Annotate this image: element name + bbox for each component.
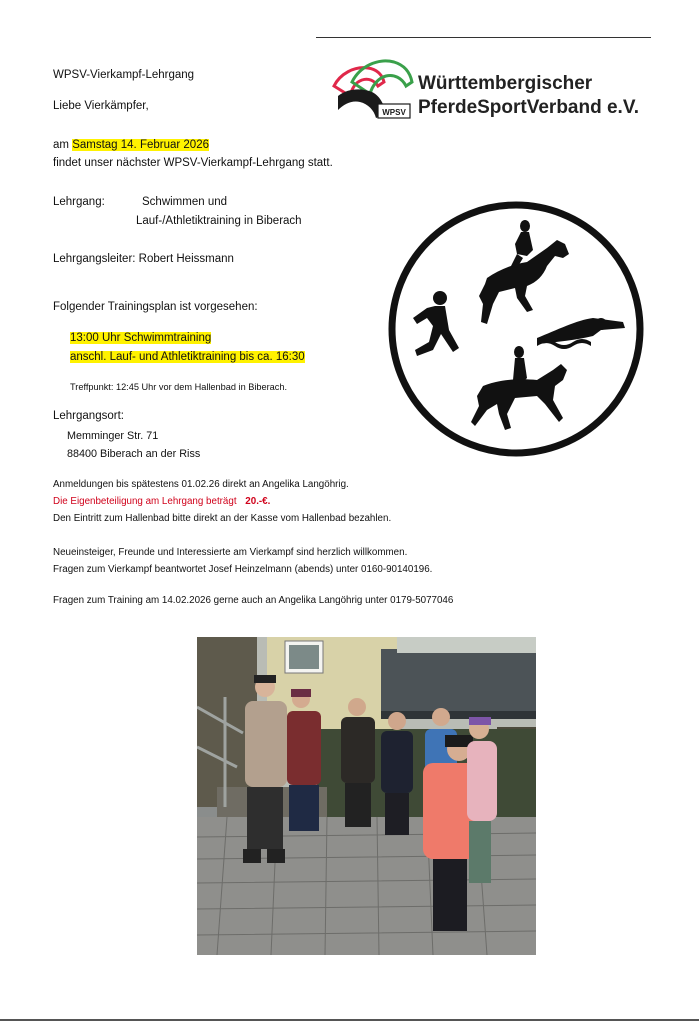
plan-line-2-text: anschl. Lauf- und Athletiktraining bis ca. 16:30 <box>70 351 305 363</box>
logo-line-1: Württembergischer <box>418 73 593 94</box>
beitrag-amount: 20.-€. <box>245 496 271 507</box>
ort-heading: Lehrgangsort: <box>53 410 124 422</box>
intro-am: am <box>53 139 69 151</box>
willkommen: Neueinsteiger, Freunde und Interessierte am Vierkampf sind herzlich willkommen. <box>53 547 408 558</box>
event-date: Samstag 14. Februar 2026 <box>72 139 209 151</box>
plan-line-1 <box>70 331 211 345</box>
fragen-vierkampf: Fragen zum Vierkampf beantwortet Josef Heinzelmann (abends) unter 0160-90140196. <box>53 564 433 575</box>
intro-line-1 <box>53 138 209 152</box>
lehrgang-label: Lehrgang: <box>53 196 105 208</box>
bottom-rule <box>0 1019 699 1021</box>
plan-line-2 <box>70 350 305 364</box>
beitrag-text: Die Eigenbeteiligung am Lehrgang beträgt <box>53 496 237 507</box>
plan-line-1-text: 13:00 Uhr Schwimmtraining <box>70 332 212 344</box>
plan-heading: Folgender Trainingsplan ist vorgesehen: <box>53 301 258 313</box>
document-title: WPSV-Vierkampf-Lehrgang <box>53 69 195 81</box>
beitrag <box>53 495 270 508</box>
eintritt: Den Eintritt zum Hallenbad bitte direkt an der Kasse vom Hallenbad bezahlen. <box>53 513 392 524</box>
lehrgangsleiter: Lehrgangsleiter: Robert Heissmann <box>53 253 234 265</box>
lehrgang-item-2-suffix: in Biberach <box>240 215 302 227</box>
wpsv-logo <box>330 52 650 124</box>
salutation: Liebe Vierkämpfer, <box>53 100 149 112</box>
four-disciplines-pictogram-icon <box>387 200 645 458</box>
ort-city: 88400 Biberach an der Riss <box>67 448 201 460</box>
logo-badge: WPSV <box>382 108 406 117</box>
lehrgang-item-1: Schwimmen und <box>142 196 228 208</box>
lehrgang-item-2 <box>136 214 302 228</box>
logo-line-2: PferdeSportVerband e.V. <box>418 97 640 118</box>
fragen-training: Fragen zum Training am 14.02.2026 gerne auch an Angelika Langöhrig unter 0179-5077046 <box>53 595 454 606</box>
horse-heads-logo-icon <box>330 52 418 124</box>
top-rule <box>316 37 651 38</box>
training-group-photo <box>197 637 536 955</box>
ort-street: Memminger Str. 71 <box>67 430 159 442</box>
intro-line-2: findet unser nächster WPSV-Vierkampf-Lehrgang statt. <box>53 157 333 169</box>
lehrgang-item-2-main: Lauf-/Athletiktraining <box>136 215 241 227</box>
anmeldung: Anmeldungen bis spätestens 01.02.26 direkt an Angelika Langöhrig. <box>53 479 349 490</box>
treffpunkt: Treffpunkt: 12:45 Uhr vor dem Hallenbad in Biberach. <box>70 382 288 392</box>
